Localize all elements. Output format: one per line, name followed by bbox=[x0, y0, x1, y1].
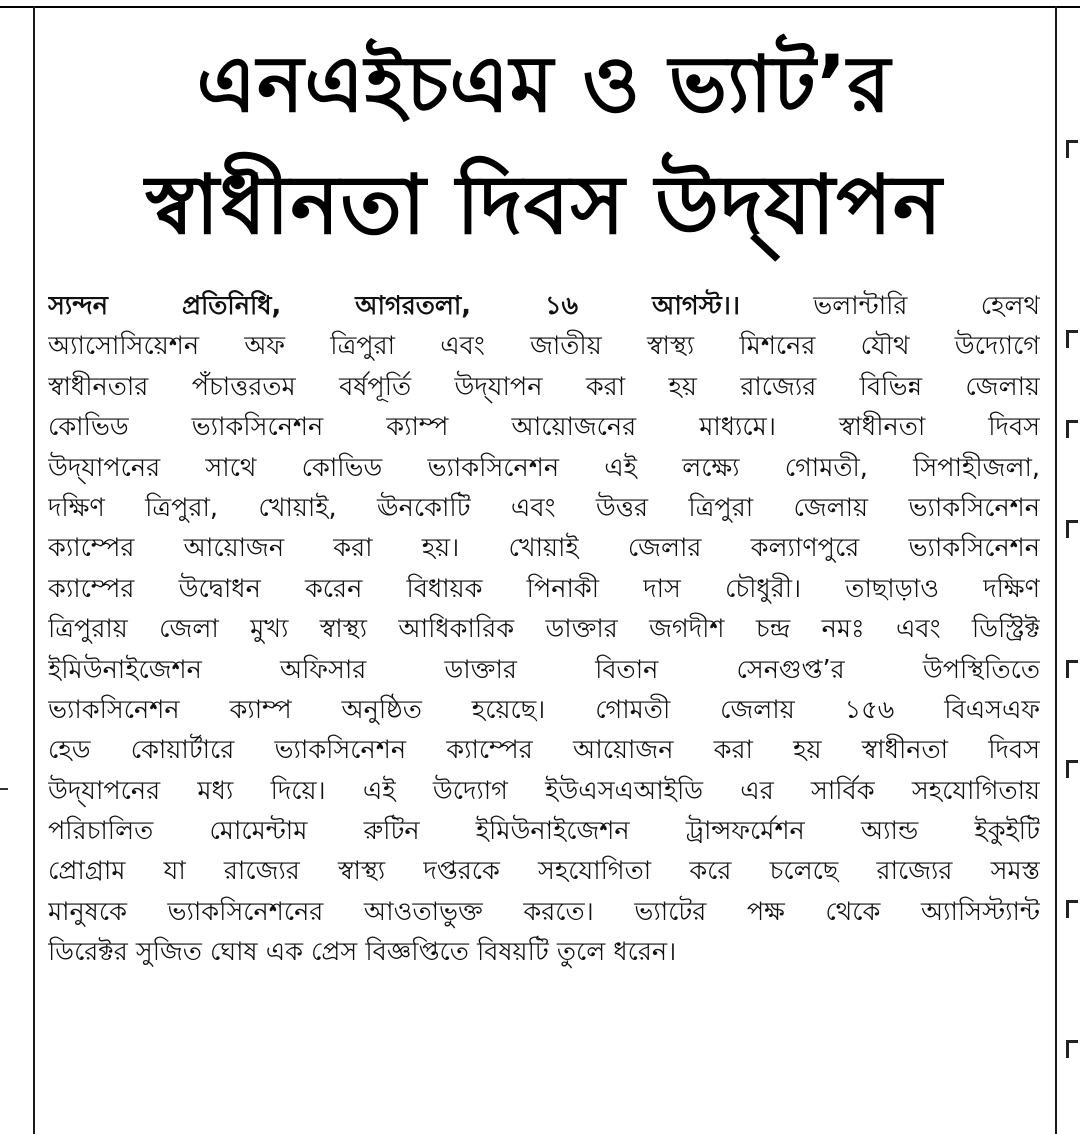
article-line: ত্রিপুরায় জেলা মুখ্য স্বাস্থ্য আধিকারিক ডাক্তার জগদীশ চন্দ্র নমঃ এবং ডিস্ট্রিক্ট bbox=[48, 614, 1040, 645]
right-column-rule bbox=[1055, 6, 1057, 1134]
article-line: পরিচালিত মোমেন্টাম রুটিন ইমিউনাইজেশন ট্রান্সফর্মেশন অ্যান্ড ইকুইটি bbox=[48, 816, 1040, 847]
article-line: অ্যাসোসিয়েশন অফ ত্রিপুরা এবং জাতীয় স্বাস্থ্য মিশনের যৌথ উদ্যোগে bbox=[48, 331, 1040, 362]
adjacent-column-fragment bbox=[0, 780, 14, 816]
left-column-rule bbox=[33, 6, 35, 1134]
article-line: ইমিউনাইজেশন অফিসার ডাক্তার বিতান সেনগুপ্ত’র উপস্থিতিতে bbox=[48, 654, 1040, 685]
article-line: প্রোগ্রাম যা রাজ্যের স্বাস্থ্য দপ্তরকে সহযোগিতা করে চলেছে রাজ্যের সমস্ত bbox=[48, 856, 1040, 887]
article-body bbox=[48, 286, 1040, 973]
article-line: ক্যাম্পের আয়োজন করা হয়। খোয়াই জেলার কল্যাণপুরে ভ্যাকসিনেশন bbox=[48, 533, 1040, 564]
article-line: মানুষকে ভ্যাকসিনেশনের আওতাভুক্ত করতে। ভ্যাটের পক্ষ থেকে অ্যাসিস্ট্যান্ট bbox=[48, 896, 1040, 927]
article-line: দক্ষিণ ত্রিপুরা, খোয়াই, ঊনকোটি এবং উত্তর ত্রিপুরা জেলায় ভ্যাকসিনেশন bbox=[48, 492, 1040, 523]
article-line bbox=[48, 286, 1040, 326]
headline-line-2: স্বাধীনতা দিবস উদ্‌যাপন bbox=[145, 158, 943, 253]
article-line: ডিরেক্টর সুজিত ঘোষ এক প্রেস বিজ্ঞপ্তিতে বিষয়টি তুলে ধরেন। bbox=[48, 937, 677, 968]
article-line: ক্যাম্পের উদ্বোধন করেন বিধায়ক পিনাকী দাস চৌধুরী। তাছাড়াও দক্ষিণ bbox=[48, 573, 1040, 604]
dateline: স্যন্দন প্রতিনিধি, আগরতলা, ১৬ আগস্ট।। bbox=[48, 291, 741, 321]
article-line: স্বাধীনতার পঁচাত্তরতম বর্ষপূর্তি উদ্‌যাপন করা হয় রাজ্যের বিভিন্ন জেলায় bbox=[48, 371, 1040, 402]
article-line-text: ভলান্টারি হেলথ bbox=[740, 291, 1040, 321]
headline-line-1: এনএইচএম ও ভ্যাট’র bbox=[196, 40, 892, 130]
article-line: কোভিড ভ্যাকসিনেশন ক্যাম্প আয়োজনের মাধ্যমে। স্বাধীনতা দিবস bbox=[48, 412, 1040, 443]
article-line: উদ্‌যাপনের সাথে কোভিড ভ্যাকসিনেশন এই লক্ষ্যে গোমতী, সিপাহীজলা, bbox=[48, 452, 1040, 483]
article-line: উদ্‌যাপনের মধ্য দিয়ে। এই উদ্যোগ ইউএসএআইডি এর সার্বিক সহযোগিতায় bbox=[48, 775, 1040, 806]
top-border-rule bbox=[0, 6, 1080, 8]
article-line: ভ্যাকসিনেশন ক্যাম্প অনুষ্ঠিত হয়েছে। গোমতী জেলায় ১৫৬ বিএসএফ bbox=[48, 694, 1040, 725]
article-line: হেড কোয়ার্টারে ভ্যাকসিনেশন ক্যাম্পের আয়োজন করা হয় স্বাধীনতা দিবস bbox=[48, 735, 1040, 766]
adjacent-column-fragment bbox=[1062, 0, 1080, 1134]
